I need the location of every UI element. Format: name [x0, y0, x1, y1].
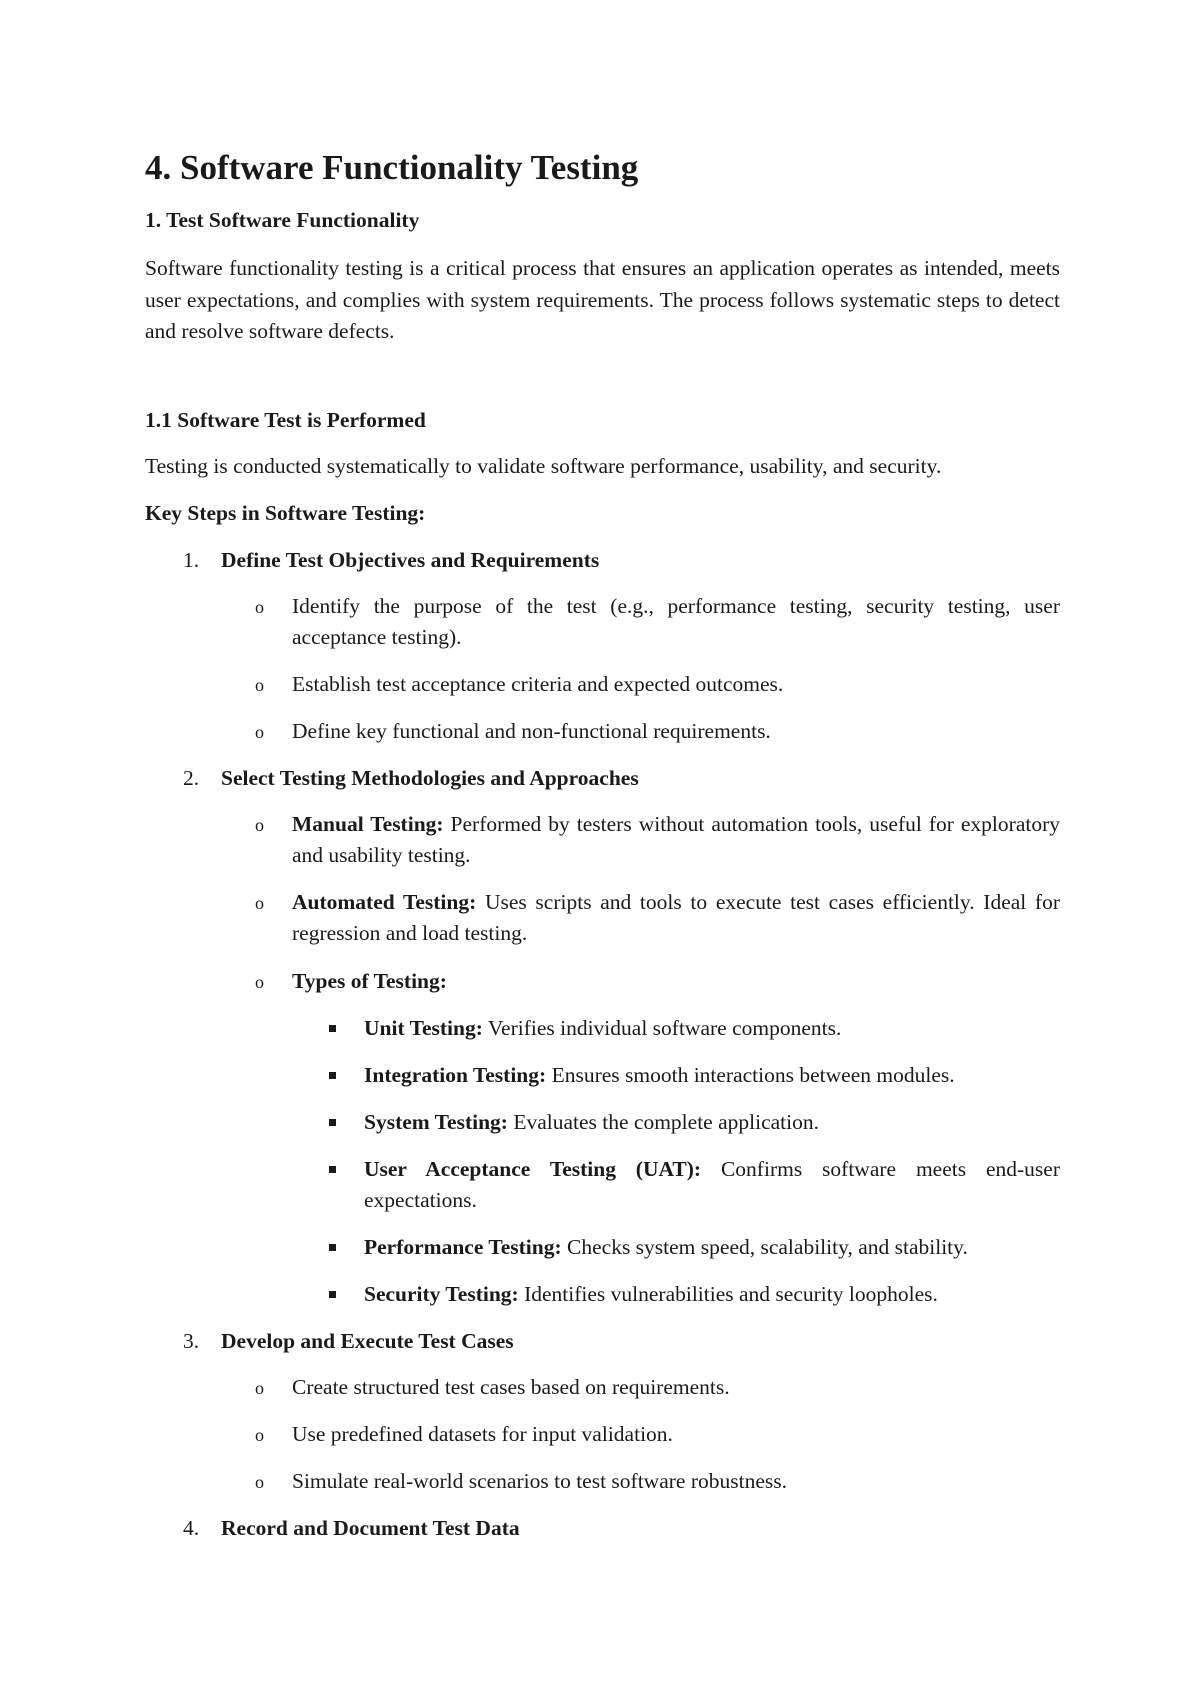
page-title: 4. Software Functionality Testing: [145, 148, 639, 187]
list-item-body: Uses scripts and tools to execute test cases efficiently. Ideal for regression and load testing.: [292, 890, 1060, 945]
list-item-body: Performed by testers without automation tools, useful for exploratory and usability testing.: [292, 812, 1060, 867]
circle-bullet-icon: o: [255, 1472, 264, 1492]
list-item-text: Simulate real-world scenarios to test software robustness.: [292, 1469, 787, 1493]
square-bullet-icon: [329, 1244, 336, 1251]
step-number: 2.: [183, 766, 200, 790]
list-item-label: Automated Testing:: [292, 890, 477, 914]
circle-bullet-icon: o: [255, 815, 264, 835]
circle-bullet-icon: o: [255, 893, 264, 913]
circle-bullet-icon: o: [255, 1378, 264, 1398]
square-bullet-icon: [329, 1166, 336, 1173]
step-title: Define Test Objectives and Requirements: [221, 548, 600, 572]
intro-paragraph: Software functionality testing is a critical process that ensures an application operates as intended, meets user expectations, and complies with system requirements. The process follows systematic steps to detect and resolve software defects.: [145, 256, 1060, 343]
step-title: Record and Document Test Data: [221, 1516, 520, 1540]
list-item-text: Identify the purpose of the test (e.g., performance testing, security testing, user acceptance testing).: [292, 594, 1060, 649]
testing-type-body: Verifies individual software components.: [482, 1016, 842, 1040]
step-number: 4.: [183, 1516, 200, 1540]
square-bullet-icon: [329, 1291, 336, 1298]
testing-type-body: Identifies vulnerabilities and security loopholes.: [518, 1282, 938, 1306]
circle-bullet-icon: o: [255, 597, 264, 617]
circle-bullet-icon: o: [255, 722, 264, 742]
testing-type-text: [364, 1107, 1060, 1138]
step-number: 1.: [183, 548, 200, 572]
testing-type-body: Confirms software meets end-user expectations.: [364, 1157, 1060, 1212]
circle-bullet-icon: o: [255, 1425, 264, 1445]
key-steps-label: Key Steps in Software Testing:: [145, 501, 426, 525]
testing-type-text: [364, 1154, 1060, 1215]
list-item-text: Establish test acceptance criteria and expected outcomes.: [292, 672, 784, 696]
square-bullet-icon: [329, 1119, 336, 1126]
step-title: Select Testing Methodologies and Approaches: [221, 766, 639, 790]
testing-type-label: Integration Testing:: [364, 1063, 547, 1087]
testing-type-text: [364, 1013, 1060, 1044]
testing-type-body: Ensures smooth interactions between modules.: [546, 1063, 955, 1087]
list-item-text: [292, 966, 1060, 997]
list-item-text: Use predefined datasets for input validation.: [292, 1422, 673, 1446]
section-heading-test-functionality: 1. Test Software Functionality: [145, 208, 420, 232]
list-item-label: Manual Testing:: [292, 812, 444, 836]
square-bullet-icon: [329, 1025, 336, 1032]
section-heading-test-performed: 1.1 Software Test is Performed: [145, 408, 426, 432]
list-item-text: Define key functional and non-functional requirements.: [292, 719, 771, 743]
list-item-label: Types of Testing:: [292, 969, 447, 993]
testing-type-text: [364, 1232, 1060, 1263]
list-item-text: [292, 809, 1060, 870]
square-bullet-icon: [329, 1072, 336, 1079]
testing-type-body: Checks system speed, scalability, and stability.: [561, 1235, 968, 1259]
list-item-text: [292, 887, 1060, 948]
testing-intro: Testing is conducted systematically to validate software performance, usability, and security.: [145, 454, 942, 478]
testing-type-label: User Acceptance Testing (UAT):: [364, 1157, 702, 1181]
circle-bullet-icon: o: [255, 972, 264, 992]
step-number: 3.: [183, 1329, 200, 1353]
circle-bullet-icon: o: [255, 675, 264, 695]
testing-type-label: Performance Testing:: [364, 1235, 562, 1259]
testing-type-label: System Testing:: [364, 1110, 508, 1134]
testing-type-body: Evaluates the complete application.: [507, 1110, 819, 1134]
testing-type-text: [364, 1279, 1060, 1310]
list-item-text: Create structured test cases based on requirements.: [292, 1375, 730, 1399]
testing-type-label: Unit Testing:: [364, 1016, 483, 1040]
testing-type-label: Security Testing:: [364, 1282, 519, 1306]
step-title: Develop and Execute Test Cases: [221, 1329, 514, 1353]
testing-type-text: [364, 1060, 1060, 1091]
